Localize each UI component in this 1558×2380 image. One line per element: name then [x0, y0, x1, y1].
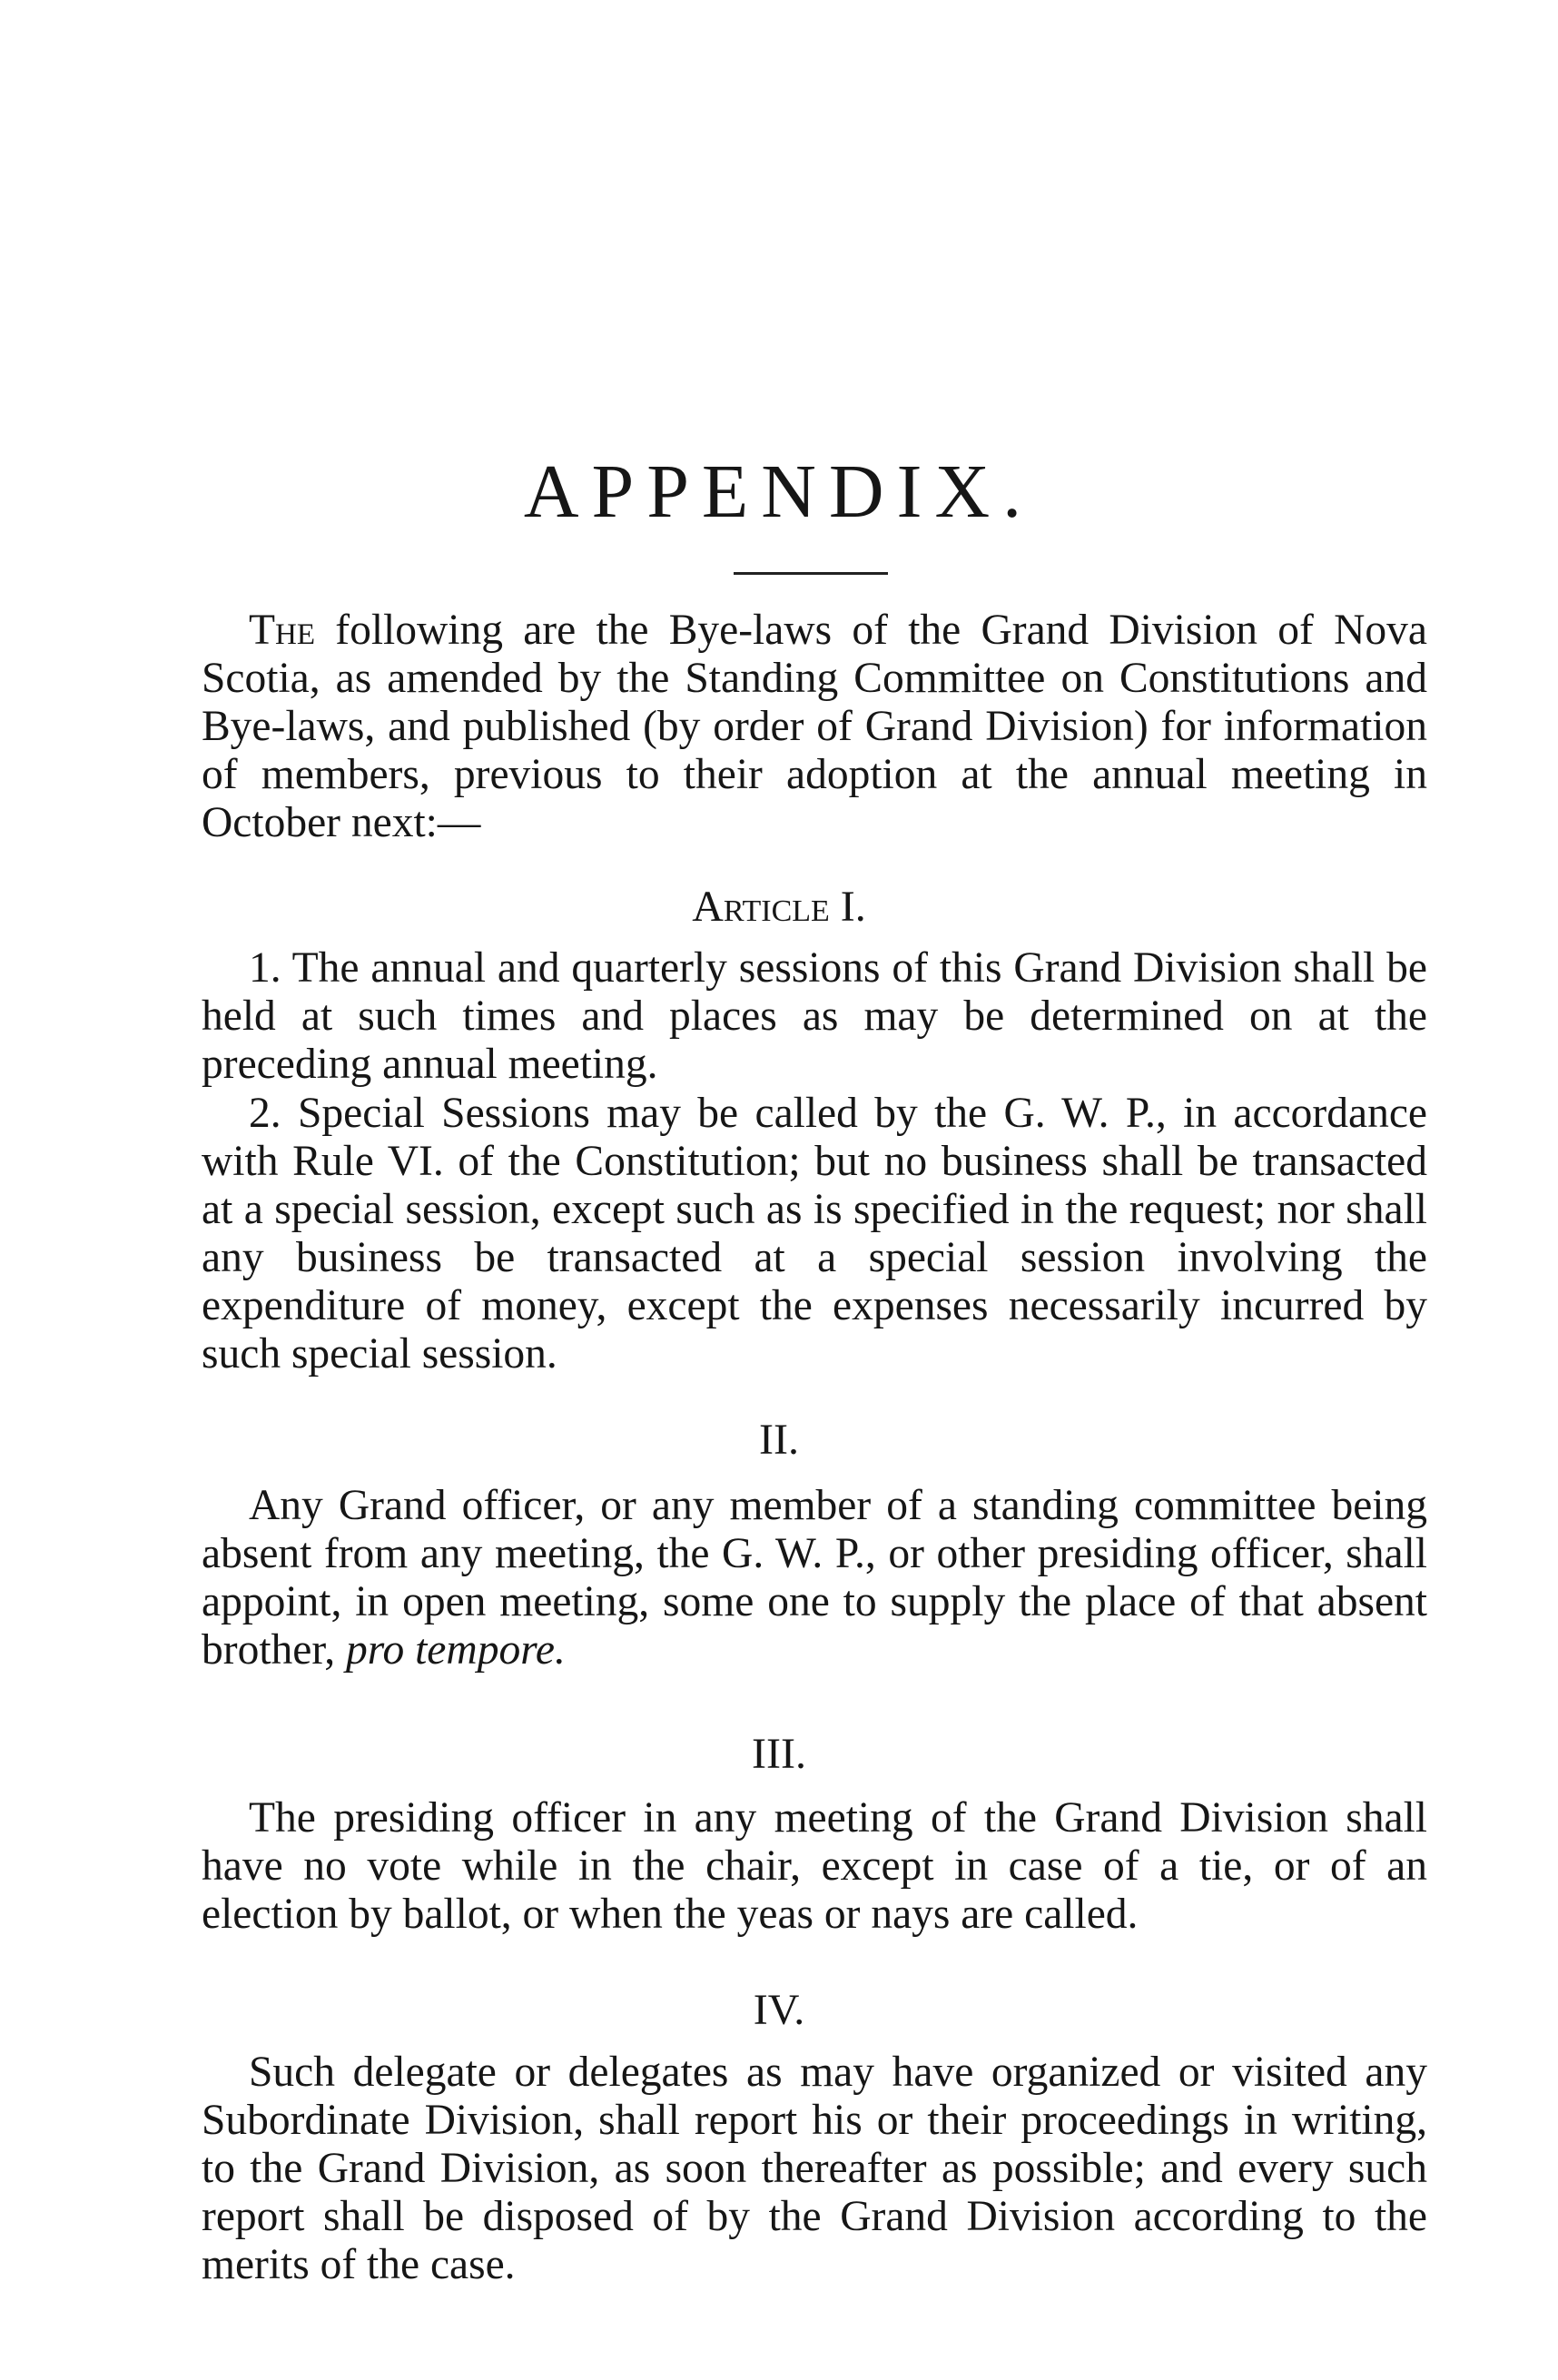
article-3-paragraph: The presiding officer in any meeting of the Grand Division shall have no vote while in the chair, except in case of a tie, or of an election by ballot, or when the yeas or nays are called. [202, 1794, 1427, 1938]
intro-paragraph [202, 607, 1427, 847]
title-divider [734, 572, 888, 575]
intro-text: following are the Bye-laws of the Grand Division of Nova Scotia, as amended by the Standing Committee on Constitutions and Bye-laws, and published (by order of Grand Division) for information of members, previous to their adoption at the annual meeting in October next:— [202, 607, 1427, 846]
article-2-paragraph [202, 1482, 1427, 1674]
article-4-heading: IV. [753, 1986, 805, 2034]
intro-lead-word: The [249, 607, 316, 654]
article-1-section-1: 1. The annual and quarterly sessions of this Grand Division shall be held at such times and places as may be determined on at the preceding annual meeting. [202, 944, 1427, 1088]
article-4-paragraph: Such delegate or delegates as may have organized or visited any Subordinate Division, shall report his or their proceedings in writing, to the Grand Division, as soon thereafter as possible; and every such report shall be disposed of by the Grand Division according to the merits of the case. [202, 2049, 1427, 2288]
article-1-heading: Article I. [692, 883, 866, 931]
article-2-italic-text: pro tempore. [346, 1626, 566, 1674]
article-2-text: Any Grand officer, or any member of a standing committee being absent from any meeting, the G. W. P., or other presiding officer, shall appoint, in open meeting, some one to supply the place of that absent brother, [202, 1482, 1427, 1674]
page-title: APPENDIX. [523, 449, 1035, 534]
article-1-section-2: 2. Special Sessions may be called by the G. W. P., in accordance with Rule VI. of the Constitution; but no business shall be transacted at a special session, except such as is specified in the request; nor shall any business be transacted at a special session involving the expenditure of money, except the expenses necessarily incurred by such special session. [202, 1090, 1427, 1378]
article-2-heading: II. [759, 1416, 799, 1464]
article-3-heading: III. [752, 1730, 806, 1778]
